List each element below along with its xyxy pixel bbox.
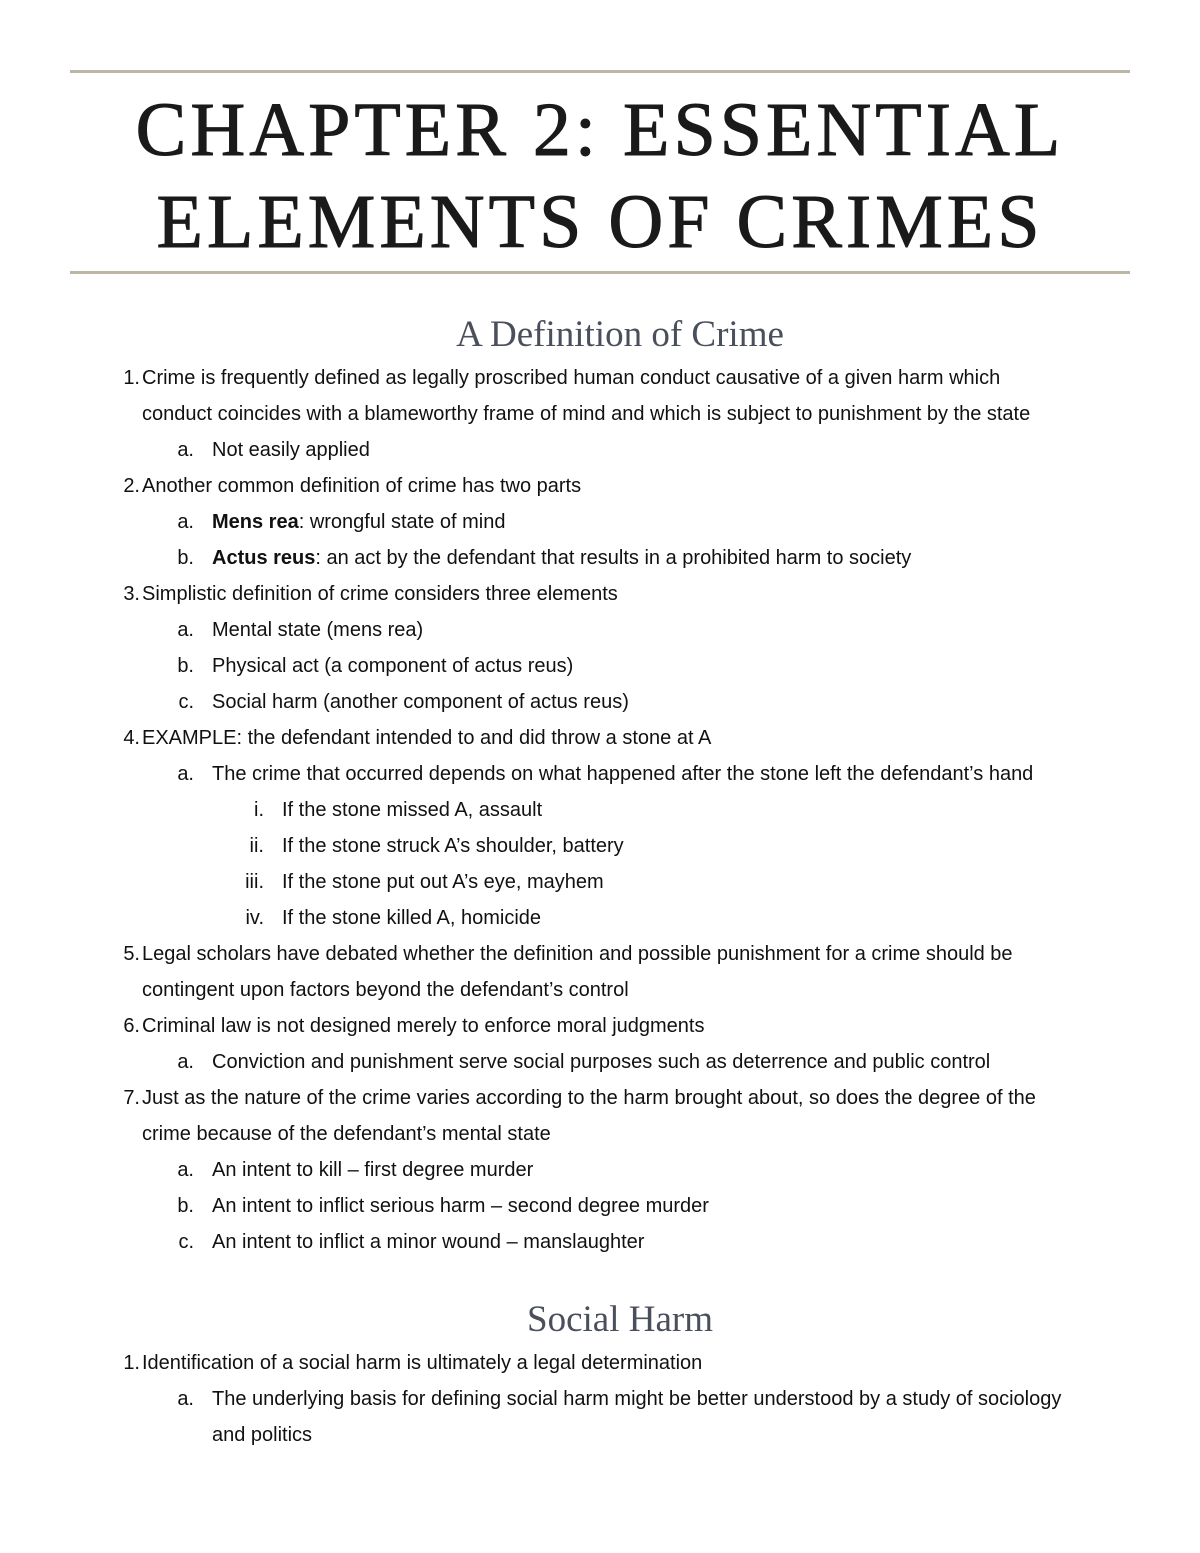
list-item-line: Simplistic definition of crime considers three elements [142, 583, 618, 605]
list-item [100, 1345, 1140, 1453]
list-item-text [100, 936, 1140, 972]
list-item-line: Identification of a social harm is ultimately a legal determination [142, 1352, 703, 1374]
sub-item-text: Physical act (a component of actus reus) [212, 655, 574, 677]
list-item-line: Just as the nature of the crime varies according to the harm brought about, so does the degree of the [142, 1087, 1036, 1109]
sub-item [100, 432, 1140, 468]
list-marker: 3. [123, 583, 140, 605]
list-marker: 1. [123, 1352, 140, 1374]
chapter-title-line-2: ELEMENTS OF CRIMES [156, 180, 1044, 264]
list-item [100, 1008, 1140, 1080]
list-item-line: Another common definition of crime has two parts [142, 475, 582, 497]
list-marker: c. [178, 1231, 194, 1253]
list-marker: 6. [123, 1015, 140, 1037]
sub-item-text: The crime that occurred depends on what happened after the stone left the defendant’s hand [212, 763, 1034, 785]
section-social-harm [100, 1295, 1140, 1453]
sub-item-text: An intent to kill – first degree murder [212, 1159, 534, 1181]
sub-item-text: An intent to inflict serious harm – second degree murder [212, 1195, 709, 1217]
bottom-rule [70, 271, 1130, 274]
list-item-text [100, 360, 1140, 396]
sub-item [100, 1188, 1140, 1224]
list-item-line: Crime is frequently defined as legally proscribed human conduct causative of a given harm which [142, 367, 1001, 389]
numbered-list [100, 360, 1140, 1260]
sub-item-text: Not easily applied [212, 439, 370, 461]
sub-item [100, 648, 1140, 684]
list-item-line: EXAMPLE: the defendant intended to and did throw a stone at A [142, 727, 712, 749]
list-marker: b. [177, 547, 194, 569]
sub-sub-item [100, 792, 1140, 828]
top-rule [70, 70, 1130, 73]
sub-item [100, 612, 1140, 648]
list-item-text [100, 1080, 1140, 1116]
list-item-text [100, 576, 1140, 612]
list-item [100, 720, 1140, 936]
list-marker: a. [177, 1388, 194, 1410]
sub-item-text: and politics [212, 1424, 313, 1446]
list-marker: a. [177, 619, 194, 641]
list-item [100, 576, 1140, 720]
list-marker: a. [177, 763, 194, 785]
list-item [100, 468, 1140, 576]
list-item-line: crime because of the defendant’s mental state [142, 1123, 551, 1145]
list-item-text [100, 720, 1140, 756]
sub-item-text: Social harm (another component of actus reus) [212, 691, 629, 713]
sub-item-continuation [100, 1417, 1140, 1453]
list-item [100, 360, 1140, 468]
term: Mens rea [212, 511, 299, 533]
section-definition-of-crime [100, 310, 1140, 1260]
list-item-text [100, 972, 1140, 1008]
list-marker: 1. [123, 367, 140, 389]
sub-sub-item [100, 864, 1140, 900]
sub-sub-item [100, 828, 1140, 864]
list-marker: 7. [123, 1087, 140, 1109]
list-item-line: contingent upon factors beyond the defendant’s control [142, 979, 629, 1001]
section-heading: Social Harm [527, 1299, 713, 1340]
list-marker: i. [254, 799, 264, 821]
sub-sub-item-text: If the stone struck A’s shoulder, battery [282, 835, 624, 857]
chapter-title [70, 84, 1130, 268]
list-marker: b. [177, 655, 194, 677]
sub-item [100, 756, 1140, 792]
sub-item [100, 1044, 1140, 1080]
list-item-text [100, 1008, 1140, 1044]
chapter-title-line-1: CHAPTER 2: ESSENTIAL [135, 88, 1065, 172]
list-item-text [100, 468, 1140, 504]
sub-item [100, 1224, 1140, 1260]
sub-item [100, 684, 1140, 720]
sub-item-text: The underlying basis for defining social harm might be better understood by a study of sociology [212, 1388, 1062, 1410]
list-marker: iv. [245, 907, 264, 929]
sub-item [100, 1381, 1140, 1417]
list-marker: b. [177, 1195, 194, 1217]
list-marker: a. [177, 1051, 194, 1073]
list-marker: a. [177, 439, 194, 461]
sub-item [100, 1152, 1140, 1188]
list-item-line: Legal scholars have debated whether the definition and possible punishment for a crime should be [142, 943, 1013, 965]
list-item-line: conduct coincides with a blameworthy frame of mind and which is subject to punishment by the state [142, 403, 1031, 425]
list-item-text [100, 396, 1140, 432]
list-marker: iii. [245, 871, 264, 893]
list-marker: 2. [123, 475, 140, 497]
sub-item-text: Mental state (mens rea) [212, 619, 424, 641]
sub-item-text: An intent to inflict a minor wound – manslaughter [212, 1231, 645, 1253]
list-marker: a. [177, 511, 194, 533]
list-marker: 4. [123, 727, 140, 749]
sub-item-text: : an act by the defendant that results in a prohibited harm to society [315, 547, 912, 569]
list-item [100, 936, 1140, 1008]
list-item-line: Criminal law is not designed merely to enforce moral judgments [142, 1015, 705, 1037]
term: Actus reus [212, 547, 316, 569]
sub-sub-item-text: If the stone killed A, homicide [282, 907, 542, 929]
list-marker: 5. [123, 943, 140, 965]
sub-sub-item-text: If the stone missed A, assault [282, 799, 543, 821]
section-heading: A Definition of Crime [456, 314, 784, 355]
sub-item-text: Conviction and punishment serve social purposes such as deterrence and public control [212, 1051, 991, 1073]
sub-item-text: : wrongful state of mind [298, 511, 506, 533]
sub-item [100, 540, 1140, 576]
list-item-text [100, 1116, 1140, 1152]
sub-sub-item [100, 900, 1140, 936]
list-item [100, 1080, 1140, 1260]
list-item-text [100, 1345, 1140, 1381]
list-marker: c. [178, 691, 194, 713]
sub-sub-item-text: If the stone put out A’s eye, mayhem [282, 871, 604, 893]
numbered-list [100, 1345, 1140, 1453]
list-marker: ii. [249, 835, 264, 857]
list-marker: a. [177, 1159, 194, 1181]
sub-item [100, 504, 1140, 540]
